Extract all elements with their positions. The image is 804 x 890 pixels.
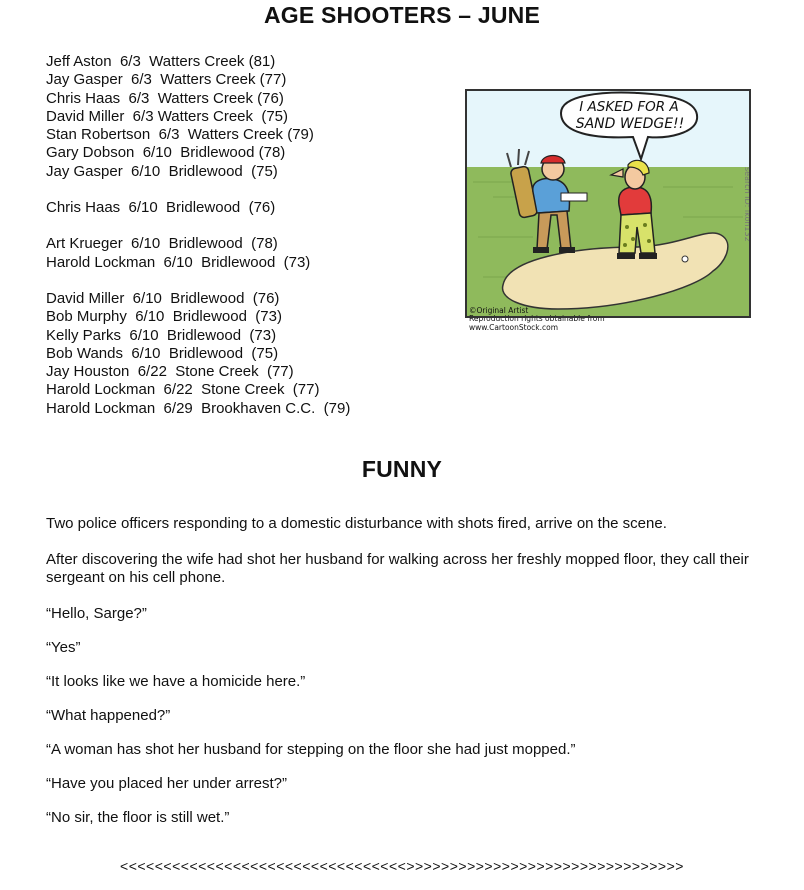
shooter-entry: Gary Dobson 6/10 Bridlewood (78) — [46, 144, 286, 162]
story-paragraph: “Have you placed her under arrest?” — [46, 775, 287, 792]
shooter-entry: Jay Gasper 6/10 Bridlewood (75) — [46, 162, 278, 180]
age-shooters-title: AGE SHOOTERS – JUNE — [263, 2, 541, 28]
speech-line-2: SAND WEDGE!! — [575, 116, 685, 132]
story-paragraph: “It looks like we have a homicide here.” — [46, 673, 306, 690]
list-spacer — [46, 217, 350, 235]
shooter-entry: Harold Lockman 6/10 Bridlewood (73) — [46, 253, 311, 271]
speech-line-1: I ASKED FOR A — [579, 99, 679, 115]
golf-cartoon — [463, 87, 753, 335]
list-spacer — [46, 181, 350, 199]
shooter-entry: Harold Lockman 6/29 Brookhaven C.C. (79) — [46, 399, 351, 417]
shooter-entry: Bob Wands 6/10 Bridlewood (75) — [46, 344, 279, 362]
story-paragraph: Two police officers responding to a domestic disturbance with shots fired, arrive on the scene. — [46, 515, 667, 532]
golf-ball — [682, 256, 688, 262]
shooter-entry: Jay Houston 6/22 Stone Creek (77) — [46, 363, 294, 381]
cartoon-credit-3: www.CartoonStock.com — [469, 323, 559, 332]
shooter-entry: Harold Lockman 6/22 Stone Creek (77) — [46, 381, 320, 399]
story-paragraph: After discovering the wife had shot her husband for walking across her freshly mopped floor, they call their sergeant on his cell phone. — [46, 551, 749, 586]
section-divider: <<<<<<<<<<<<<<<<<<<<<<<<<<<<<<<<<>>>>>>>>>>>>>>>>>>>>>>>>>>>>>>>> — [120, 858, 684, 874]
age-shooters-list — [46, 53, 350, 418]
shooter-entry: David Miller 6/10 Bridlewood (76) — [46, 289, 280, 307]
funny-title: FUNNY — [361, 456, 443, 482]
story-paragraph: “Hello, Sarge?” — [46, 605, 147, 622]
shooter-entry: Stan Robertson 6/3 Watters Creek (79) — [46, 126, 314, 144]
shooter-entry: Chris Haas 6/10 Bridlewood (76) — [46, 199, 276, 217]
cartoon-credit-2: Reproduction rights obtainable from — [469, 314, 605, 323]
shooter-entry: Jay Gasper 6/3 Watters Creek (77) — [46, 71, 287, 89]
shooter-entry: Chris Haas 6/3 Watters Creek (76) — [46, 89, 284, 107]
story-paragraph: “A woman has shot her husband for stepping on the floor she had just mopped.” — [46, 741, 576, 758]
shooter-entry: Jeff Aston 6/3 Watters Creek (81) — [46, 53, 276, 70]
shooter-entry: Kelly Parks 6/10 Bridlewood (73) — [46, 326, 277, 344]
shooter-entry: Bob Murphy 6/10 Bridlewood (73) — [46, 308, 282, 326]
cartoon-search-id: search ID: lkon132 — [743, 167, 752, 242]
shooter-entry: David Miller 6/3 Watters Creek (75) — [46, 107, 289, 125]
story-paragraph: “No sir, the floor is still wet.” — [46, 809, 230, 826]
funny-story — [46, 515, 766, 843]
shooter-entry: Art Krueger 6/10 Bridlewood (78) — [46, 235, 278, 253]
cartoon-credit-1: ©Original Artist — [469, 306, 529, 315]
list-spacer — [46, 272, 350, 290]
story-paragraph: “What happened?” — [46, 707, 171, 724]
story-paragraph: “Yes” — [46, 639, 81, 656]
